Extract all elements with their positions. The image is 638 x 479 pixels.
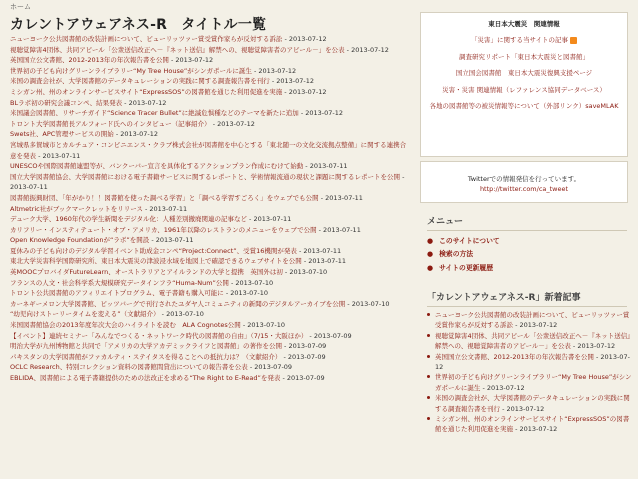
page-title: カレントアウェアネス-R タイトル一覧	[10, 17, 267, 33]
entry-link[interactable]: Swets社、APC管理サービスの開始	[10, 130, 114, 139]
bullet-icon	[427, 375, 430, 378]
news-item	[427, 331, 632, 352]
entry-link[interactable]: Altmetric社がブックマークレットをリリース	[10, 204, 143, 213]
news-item	[427, 352, 632, 373]
sidebar	[420, 12, 630, 203]
entry-date: - 2013-07-09	[281, 342, 327, 351]
list-item	[10, 108, 410, 119]
entry-link[interactable]: UNESCOや国際図書館連盟等が、バンクーバー宣言を具体化するアクションプラン作成にむけて始動	[10, 162, 304, 171]
news-date: - 2013-07-12	[435, 352, 630, 372]
list-item	[10, 76, 410, 87]
arrow-bullet-icon: ●	[427, 237, 434, 245]
title-list	[10, 34, 410, 384]
entry-date: - 2013-07-11	[149, 236, 194, 245]
news-date: - 2013-07-12	[513, 425, 558, 434]
entry-date: - 2013-07-12	[251, 66, 297, 75]
news-link[interactable]: ミシガン州、州のオンラインサービスサイト“ExpressSOS”の図書館を通じた利用促進を実施	[435, 415, 630, 434]
entry-date: - 2013-07-12	[113, 130, 159, 139]
list-item	[10, 341, 410, 352]
news-date: - 2013-07-12	[513, 321, 558, 330]
list-item	[10, 299, 410, 310]
breadcrumb[interactable]: ホーム	[10, 3, 31, 11]
entry-link[interactable]: フランスの人文・社会科学系大規模研究データインフラ“Huma-Num”公開	[10, 278, 229, 287]
list-item	[10, 193, 410, 204]
news-link[interactable]: 世界初の子ども向けグリーンライブラリー“My Tree House”がシンガポールに誕生	[435, 373, 632, 392]
bullet-icon	[427, 334, 430, 337]
list-item	[10, 309, 410, 320]
list-item	[10, 66, 410, 77]
entry-date: - 2013-07-12	[168, 56, 214, 65]
list-item	[10, 119, 410, 130]
news-link[interactable]: 英国国立公文書館、2012-2013年の年次報告書を公開	[435, 352, 594, 361]
list-item	[10, 256, 410, 267]
entry-date: - 2013-07-11	[36, 151, 81, 160]
list-item	[10, 331, 410, 342]
entry-date: - 2013-07-09	[247, 363, 293, 372]
entry-date: - 2013-07-12	[122, 98, 167, 107]
news-date: - 2013-07-12	[500, 404, 545, 413]
savemlak-link[interactable]: 各地の図書館等の被災情報等について（外部リンク）saveMLAK	[429, 102, 619, 111]
entry-link[interactable]: 視聴覚障害4団体、共同アピール「公衆送信改正へ－『ネット送信』解禁への、視聴覚障害者のアピール－」を公表	[10, 45, 345, 54]
entry-date: - 2013-07-12	[282, 35, 327, 43]
reference-db-link[interactable]: 災害・災害 関連情報（レファレンス協同データベース）	[442, 85, 606, 94]
list-item	[10, 235, 410, 246]
news-link[interactable]: 米国の調査会社が、大学図書館のデータキュレーションの実践に関する調査報告書を刊行	[435, 394, 630, 413]
entry-link[interactable]: カーネギーメロン大学図書館、ピッツバーグで刊行されたユダヤ人コミュニティの新聞のデジタルアーカイブを公開	[10, 299, 346, 308]
list-item	[10, 278, 410, 289]
entry-date: - 2013-07-11	[303, 162, 348, 171]
disaster-info-title: 東日本大震災 関連情報	[488, 20, 560, 28]
disaster-articles-link[interactable]: 「災害」に関する当サイトの記事	[421, 35, 627, 45]
entry-link[interactable]: 英国国立公文書館、2012-2013年の年次報告書を公開	[10, 56, 169, 65]
entry-link[interactable]: 国立大学図書館協会、大学図書館における電子書籍サービスに関するレポートと、学術情報流通の現状と課題に関するレポートを公開	[10, 172, 400, 181]
ndl-recovery-link[interactable]: 国立国会図書館 東日本大震災復興支援ページ	[455, 69, 593, 78]
entry-date: - 2013-07-10	[240, 321, 286, 330]
entry-date: - 2013-07-10	[282, 268, 328, 277]
entry-link[interactable]: EBLIDA、図書館による電子書籍提供のための法改正を求める“The Right to E-Read”を発表	[10, 374, 281, 382]
list-item	[10, 225, 410, 236]
entry-link[interactable]: Open Knowledge Foundationが“ラボ”を開設	[10, 236, 150, 245]
list-item	[10, 320, 410, 331]
entry-date: - 2013-07-09	[307, 331, 352, 340]
entry-date: - 2013-07-11	[246, 215, 292, 224]
list-item	[10, 373, 410, 384]
list-item	[10, 34, 410, 45]
entry-date: - 2013-07-11	[142, 204, 188, 213]
list-item	[10, 161, 410, 172]
entry-link[interactable]: デューク大学、1960年代の学生新聞をデジタル化：人種差別撤廃関連の記事など	[10, 215, 247, 224]
entry-link[interactable]: パキスタンの大学図書館がファカルティ・ステイタスを得ることへの抵抗力は？（文献紹介）	[10, 352, 282, 361]
entry-date: - 2013-07-12	[269, 77, 315, 86]
entry-link[interactable]: ミシガン州、州のオンラインサービスサイト“ExpressSOS”の図書館を通じた利用促進を実施	[10, 87, 283, 96]
entry-date: - 2013-07-11	[316, 225, 361, 234]
list-item	[10, 214, 410, 225]
entry-link[interactable]: 米国図書館協会の2013年度年次大会のハイライトを読む ALA Cognotes公開	[10, 321, 241, 330]
disaster-info-box	[420, 12, 628, 157]
list-item	[10, 362, 410, 373]
entry-link[interactable]: 明治大学が九州博物館と共同で「アメリカの大学アカデミックライフと図書館」の著作を公開	[10, 342, 282, 351]
entry-link[interactable]: OCLC Research、特別コレクション資料の図書館間貸出についての報告書を公表	[10, 363, 248, 372]
news-heading: 「カレントアウェアネス-R」新着記事	[427, 290, 627, 307]
arrow-bullet-icon: ●	[427, 263, 434, 272]
entry-date: - 2013-07-11	[296, 246, 342, 255]
bullet-icon	[427, 417, 430, 420]
entry-date: - 2013-07-12	[344, 45, 389, 54]
menu-item-about[interactable]: ● このサイトについて	[427, 237, 500, 245]
entry-link[interactable]: 宮城県多賀城市とカルチュア・コンビニエンス・クラブ株式会社が図書館を中心とする「東北随一の文化交流拠点整備」に関する連携合意を発表	[10, 140, 407, 160]
news-list	[427, 310, 632, 435]
news-date: - 2013-07-12	[570, 342, 616, 351]
list-item	[10, 246, 410, 257]
news-item	[427, 310, 632, 331]
list-item	[10, 288, 410, 299]
entry-link[interactable]: 米国議会図書館、リサーチガイド“Science Tracer Bullet”に絶滅危惧種などのテーマを新たに追加	[10, 109, 299, 118]
entry-link[interactable]: カリフリー・インスティテュート・オブ・アメリカ、1961年以降のレストランのメニューをウェブで公開	[10, 225, 317, 234]
bullet-icon	[427, 355, 430, 358]
entry-link[interactable]: 世界初の子ども向けグリーンライブラリー“My Tree House”がシンガポールに誕生	[10, 66, 252, 75]
entry-date: - 2013-07-10	[223, 289, 269, 298]
list-item	[10, 140, 410, 161]
list-item	[10, 55, 410, 66]
entry-date: - 2013-07-11	[301, 257, 347, 266]
entry-date: - 2013-07-09	[281, 352, 326, 361]
entry-date: - 2013-07-10	[159, 310, 204, 319]
entry-link[interactable]: 東北大学災害科学国際研究所、東日本大震災の津波浸水域を地図上で確認できるウェブサイトを公開	[10, 257, 302, 266]
news-link[interactable]: 視聴覚障害4団体、共同アピール「公衆送信改正へ－『ネット送信』解禁への、視聴覚障害者のアピール－」を公表	[435, 331, 631, 351]
entry-link[interactable]: 夏休みの子ども向けのデジタル学習イベント助成金コンペ“Project:Connect”、受賞16機関が発表	[10, 246, 297, 255]
entry-link[interactable]: 米国の調査会社が、大学図書館のデータキュレーションの実践に関する調査報告書を刊行	[10, 77, 270, 86]
entry-link[interactable]: トロント公共図書館のアフィリエイトプログラム、電子書籍も購入可能に	[10, 289, 224, 298]
list-item	[10, 172, 410, 193]
entry-date: - 2013-07-12	[210, 119, 255, 128]
arrow-bullet-icon: ●	[427, 250, 434, 259]
list-item	[10, 129, 410, 140]
menu-list	[427, 235, 500, 275]
twitter-link[interactable]: http://twitter.com/ca_tweet	[479, 185, 569, 194]
entry-date: - 2013-07-12	[282, 87, 327, 96]
entry-link[interactable]: “幼児向けストーリータイムを変える”（文献紹介）	[10, 310, 160, 319]
menu-item-history[interactable]: ● サイトの更新履歴	[427, 263, 494, 272]
entry-date: - 2013-07-12	[298, 109, 344, 118]
list-item	[10, 87, 410, 98]
news-date: - 2013-07-12	[480, 383, 525, 392]
list-item	[10, 98, 410, 109]
entry-date: - 2013-07-11	[318, 193, 363, 202]
entry-link[interactable]: 英MOOCプロバイダFutureLearn、オーストラリアとアイルランドの大学と提携 英国外は初	[10, 268, 283, 277]
entry-date: - 2013-07-11	[10, 172, 405, 192]
bullet-icon	[427, 396, 430, 399]
entry-link[interactable]: 図書館振興財団、「年がかり！！図書館を使った調べる学習」と「調べる学習すごろく」をウェブでも公開	[10, 193, 319, 202]
news-item	[427, 372, 632, 393]
entry-date: - 2013-07-10	[228, 278, 274, 287]
entry-link[interactable]: トロント大学図書館長アルフォード氏へのインタビュー（記事紹介）	[10, 119, 211, 128]
rss-icon[interactable]	[570, 37, 577, 44]
entry-date: - 2013-07-09	[280, 374, 325, 382]
menu-heading: メニュー	[427, 214, 627, 231]
list-item	[10, 45, 410, 56]
entry-link[interactable]: 【イベント】連続セミナー「みんなでつくる・ネットワーク時代の図書館の自由」（7/15・大阪ほか）	[10, 331, 308, 340]
entry-date: - 2013-07-10	[345, 299, 390, 308]
list-item	[10, 204, 410, 215]
news-item	[427, 393, 632, 414]
entry-link[interactable]: ニューヨーク公共図書館の改装計画について、ピューリッツァー賞受賞作家らが反対する訴訟	[10, 35, 283, 43]
entry-link[interactable]: BLラボ初の研究会議コンペ、結果発表	[10, 98, 123, 107]
menu-item-search-help[interactable]: ● 検索の方法	[427, 250, 474, 259]
twitter-text: Twitterでの情報発信を行っています。	[467, 175, 581, 183]
twitter-box	[420, 161, 628, 203]
bullet-icon	[427, 313, 430, 316]
news-item	[427, 414, 632, 435]
news-link[interactable]: ニューヨーク公共図書館の改装計画について、ピューリッツァー賞受賞作家らが反対する訴訟	[435, 311, 630, 330]
list-item	[10, 267, 410, 278]
list-item	[10, 352, 410, 363]
research-report-link[interactable]: 調査研究リポート「東日本大震災と図書館」	[459, 52, 589, 61]
